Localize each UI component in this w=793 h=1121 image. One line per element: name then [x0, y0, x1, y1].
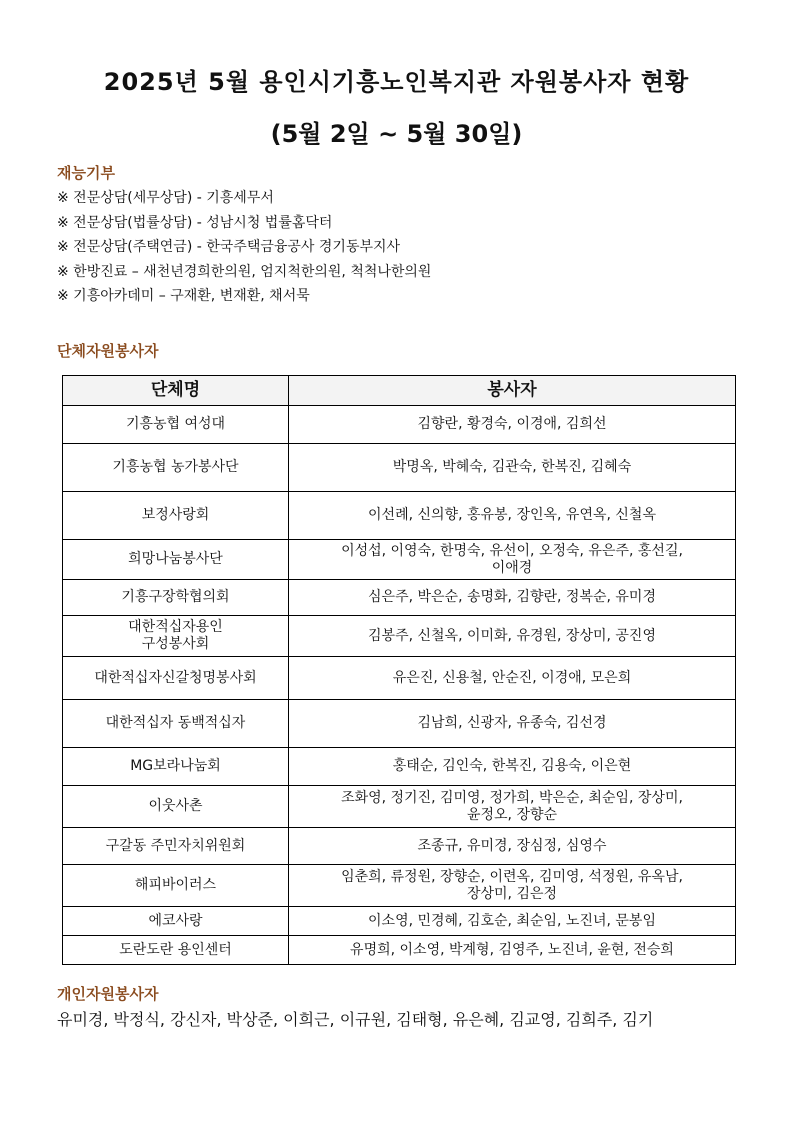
group-members: 박명옥, 박혜숙, 김관숙, 한복진, 김혜숙	[289, 444, 736, 492]
group-name: 도란도란 용인센터	[63, 936, 289, 965]
page-title: 2025년 5월 용인시기흥노인복지관 자원봉사자 현황	[103, 68, 690, 96]
group-name: 이웃사촌	[63, 786, 289, 828]
column-header-group: 단체명	[63, 376, 289, 406]
group-volunteers-table	[62, 375, 736, 965]
table-row	[63, 444, 736, 492]
table-row	[63, 828, 736, 865]
group-name: 대한적십자용인 구성봉사회	[63, 616, 289, 657]
table-row	[63, 786, 736, 828]
group-members: 홍태순, 김인숙, 한복진, 김용숙, 이은현	[289, 748, 736, 786]
talent-donation-heading: 재능기부	[57, 164, 115, 182]
group-name: 보정사랑회	[63, 492, 289, 540]
talent-item: ※ 전문상담(주택연금) - 한국주택금융공사 경기동부지사	[57, 239, 401, 255]
group-members: 심은주, 박은순, 송명화, 김향란, 정복순, 유미경	[289, 580, 736, 616]
talent-donation-list	[57, 186, 431, 309]
group-name: 대한적십자 동백적십자	[63, 700, 289, 748]
group-name: 구갈동 주민자치위원회	[63, 828, 289, 865]
group-name: 기흥농협 농가봉사단	[63, 444, 289, 492]
group-name: 희망나눔봉사단	[63, 540, 289, 580]
group-members: 김봉주, 신철옥, 이미화, 유경원, 장상미, 공진영	[289, 616, 736, 657]
group-name: 대한적십자신갈청명봉사회	[63, 657, 289, 700]
group-name: MG보라나눔회	[63, 748, 289, 786]
group-members: 이선례, 신의향, 홍유봉, 장인옥, 유연옥, 신철옥	[289, 492, 736, 540]
talent-item: ※ 전문상담(법률상담) - 성남시청 법률홈닥터	[57, 214, 333, 231]
column-header-members: 봉사자	[289, 376, 736, 406]
group-members: 조화영, 정기진, 김미영, 정가희, 박은순, 최순임, 장상미, 윤정오, 장향순	[289, 786, 736, 828]
individual-volunteers-names: 유미경, 박정식, 강신자, 박상준, 이희근, 이규원, 김태형, 유은혜, 김교영, 김희주, 김기	[57, 1010, 654, 1029]
table-row	[63, 748, 736, 786]
talent-item: ※ 한방진료 – 새천년경희한의원, 엄지척한의원, 척척나한의원	[57, 263, 432, 280]
group-members: 이성섭, 이영숙, 한명숙, 유선이, 오정숙, 유은주, 홍선길, 이애경	[289, 540, 736, 580]
table-row	[63, 406, 736, 444]
individual-volunteers-heading: 개인자원봉사자	[57, 985, 159, 1003]
group-name: 기흥농협 여성대	[63, 406, 289, 444]
group-members: 유명희, 이소영, 박계형, 김영주, 노진녀, 윤현, 전승희	[289, 936, 736, 965]
table-row	[63, 540, 736, 580]
group-members: 이소영, 민경혜, 김호순, 최순임, 노진녀, 문봉임	[289, 907, 736, 936]
group-members: 조종규, 유미경, 장심정, 심영수	[289, 828, 736, 865]
table-row	[63, 865, 736, 907]
table-row	[63, 907, 736, 936]
talent-item: ※ 전문상담(세무상담) - 기흥세무서	[57, 190, 274, 206]
group-members: 임춘희, 류정원, 장향순, 이련옥, 김미영, 석정원, 유옥남, 장상미, 김은정	[289, 865, 736, 907]
group-volunteers-heading: 단체자원봉사자	[57, 342, 159, 360]
group-members: 유은진, 신용철, 안순진, 이경애, 모은희	[289, 657, 736, 700]
table-row	[63, 700, 736, 748]
period-subtitle: (5월 2일 ~ 5월 30일)	[270, 120, 523, 148]
table-row	[63, 936, 736, 965]
table-row	[63, 616, 736, 657]
table-header-row	[63, 376, 736, 406]
group-members: 김남희, 신광자, 유종숙, 김선경	[289, 700, 736, 748]
group-name: 기흥구장학협의회	[63, 580, 289, 616]
table-row	[63, 657, 736, 700]
talent-item: ※ 기흥아카데미 – 구재환, 변재환, 채서묵	[57, 288, 310, 304]
table-row	[63, 580, 736, 616]
group-name: 에코사랑	[63, 907, 289, 936]
group-members: 김향란, 황경숙, 이경애, 김희선	[289, 406, 736, 444]
table-row	[63, 492, 736, 540]
group-name: 해피바이러스	[63, 865, 289, 907]
